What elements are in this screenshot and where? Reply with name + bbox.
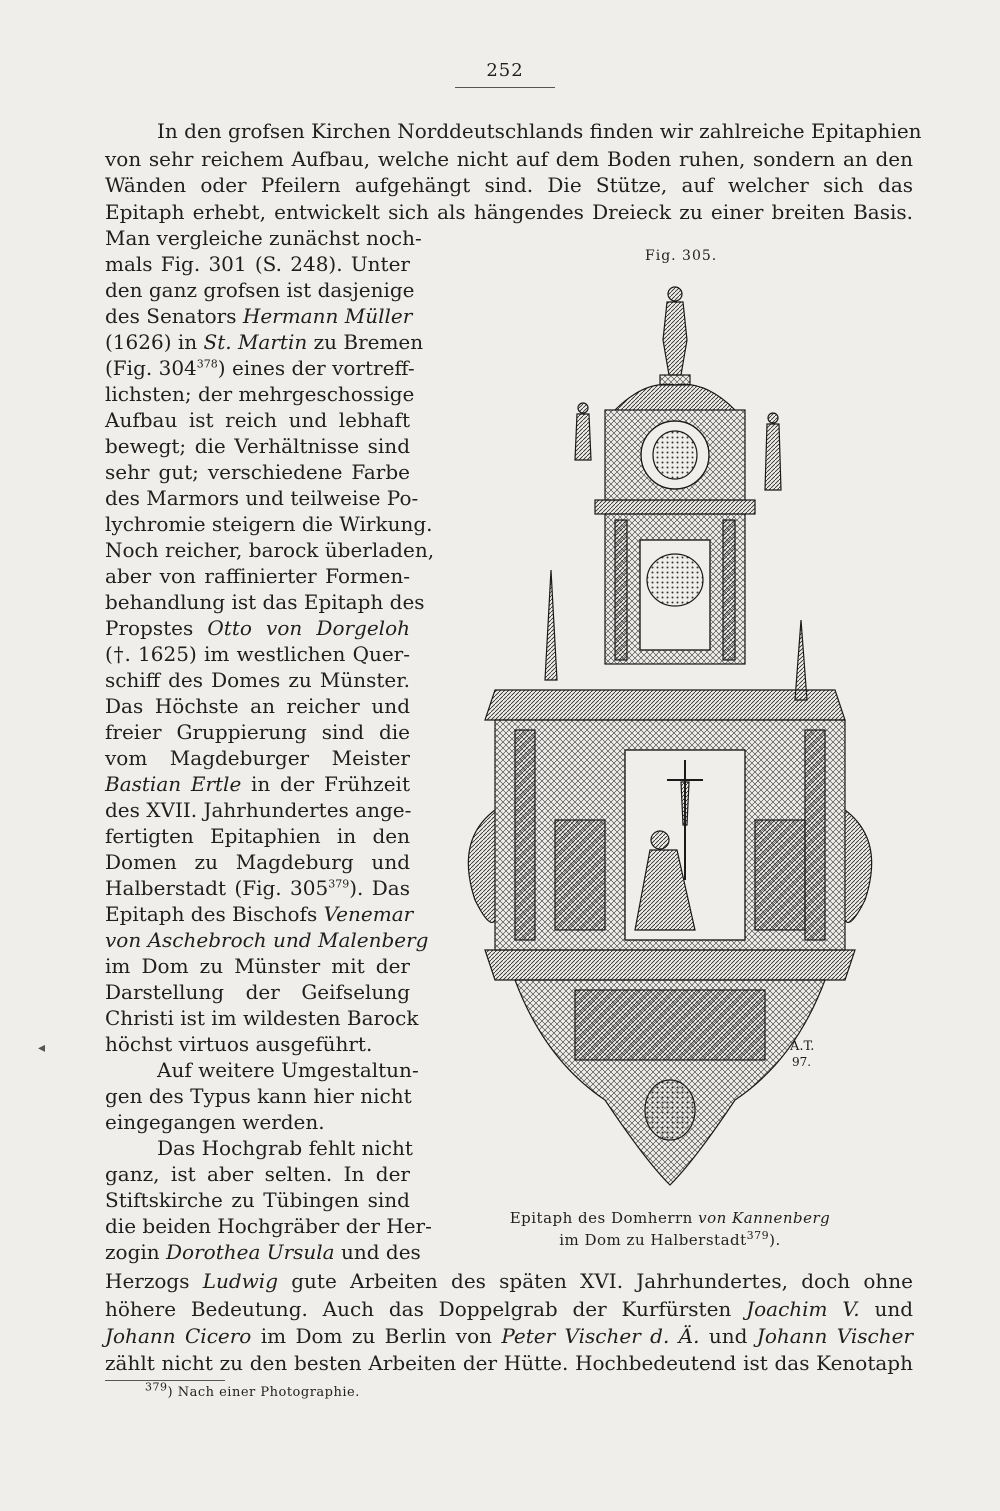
column-line: lychromie steigern die Wirkung. xyxy=(105,512,433,536)
column-line: des XVII. Jahrhundertes ange- xyxy=(105,798,412,822)
caption-line-2 xyxy=(485,1229,855,1251)
figure-caption xyxy=(485,1207,855,1251)
person-name: Otto von Dorgeloh xyxy=(207,616,410,640)
person-name: Bastian Ertle xyxy=(105,772,242,796)
footnote xyxy=(145,1380,360,1400)
side-statue-left xyxy=(575,403,591,460)
text-run: in der Frühzeit xyxy=(241,772,410,796)
text-run: im Dom zu Berlin von xyxy=(251,1324,502,1348)
figure-label: Fig. 305. xyxy=(645,248,718,264)
column-line: sehr gut; verschiedene Farbe xyxy=(105,460,410,484)
text-run: und des xyxy=(334,1240,421,1264)
text-run: Halberstadt (Fig. 305 xyxy=(105,876,329,900)
column-line xyxy=(105,875,410,901)
column-line: Auf weitere Umgestaltun- xyxy=(157,1058,419,1082)
text-run: zu Bremen xyxy=(307,330,424,354)
body-line: zählt nicht zu den besten Arbeiten der Hütte. Hochbedeutend ist das Kenotaph xyxy=(105,1351,913,1375)
person-name: Dorothea Ursula xyxy=(166,1240,335,1264)
body-line xyxy=(105,1296,913,1322)
column-line: eingegangen werden. xyxy=(105,1110,325,1134)
column-line: Das Höchste an reicher und xyxy=(105,694,410,718)
footnote-ref: 379 xyxy=(328,877,350,891)
column-line xyxy=(105,901,414,927)
column-line: vom Magdeburger Meister xyxy=(105,746,410,770)
text-run: gute Arbeiten des späten XVI. Jahrhundertes, doch ohne xyxy=(278,1269,914,1293)
margin-mark: ◂ xyxy=(38,1040,46,1056)
column-line: höchst virtuos ausgeführt. xyxy=(105,1032,373,1056)
column-line xyxy=(105,771,410,797)
body-line xyxy=(105,1323,913,1349)
column-line: Darstellung der Geifselung xyxy=(105,980,410,1004)
intro-line-3: Wänden oder Pfeilern aufgehängt sind. Die Stütze, auf welcher sich das xyxy=(105,173,913,197)
column-line: im Dom zu Münster mit der xyxy=(105,954,410,978)
column-line: Man vergleiche zunächst noch- xyxy=(105,226,422,250)
column-line: gen des Typus kann hier nicht xyxy=(105,1084,412,1108)
column-line: Domen zu Magdeburg und xyxy=(105,850,410,874)
body-line xyxy=(105,1268,913,1294)
column-line xyxy=(105,303,413,329)
column-line: bewegt; die Verhältnisse sind xyxy=(105,434,410,458)
page-number-rule xyxy=(455,87,555,88)
text-run: (1626) in xyxy=(105,330,204,354)
intro-line-4: Epitaph erhebt, entwickelt sich als hängendes Dreieck zu einer breiten Basis. xyxy=(105,200,913,224)
text-run: ). Das xyxy=(349,876,410,900)
column-line: ganz, ist aber selten. In der xyxy=(105,1162,410,1186)
person-name: Johann Vischer xyxy=(756,1324,914,1348)
signature-year: 97. xyxy=(792,1055,812,1069)
caption-line-1 xyxy=(485,1207,855,1229)
column-line: des Marmors und teilweise Po- xyxy=(105,486,419,510)
text-run: ) eines der vortreff- xyxy=(217,356,415,380)
church-name: St. Martin xyxy=(203,330,308,354)
top-statue xyxy=(660,287,690,385)
person-name: Ludwig xyxy=(202,1269,279,1293)
column-line: Noch reicher, barock überladen, xyxy=(105,538,435,562)
column-line: fertigten Epitaphien in den xyxy=(105,824,410,848)
column-line: freier Gruppierung sind die xyxy=(105,720,410,744)
person-name: Hermann Müller xyxy=(242,304,413,328)
person-name: Joachim V. xyxy=(746,1297,860,1321)
column-line: Stiftskirche zu Tübingen sind xyxy=(105,1188,410,1212)
column-line: aber von raffinierter Formen- xyxy=(105,564,410,588)
text-run: und xyxy=(699,1324,757,1348)
side-statue-right xyxy=(765,413,781,490)
footnote-number: 379 xyxy=(145,1380,168,1394)
text-run: des Senators xyxy=(105,304,243,328)
column-line xyxy=(105,329,424,355)
person-name: Johann Cicero xyxy=(105,1324,252,1348)
text-run: Herzogs xyxy=(105,1269,203,1293)
text-run: zogin xyxy=(105,1240,167,1264)
column-line xyxy=(105,355,415,381)
person-name: Venemar xyxy=(323,902,414,926)
column-line: Das Hochgrab fehlt nicht xyxy=(157,1136,413,1160)
intro-line-2: von sehr reichem Aufbau, welche nicht auf dem Boden ruhen, sondern an den xyxy=(105,147,913,171)
person-name: von Aschebroch und Malenberg xyxy=(105,928,429,952)
person-name: Peter Vischer d. Ä. xyxy=(501,1324,700,1348)
text-run: Epitaph des Bischofs xyxy=(105,902,324,926)
person-name: von Kannenberg xyxy=(698,1209,831,1227)
artist-signature: A.T. xyxy=(790,1039,815,1054)
column-line: den ganz grofsen ist dasjenige xyxy=(105,278,415,302)
column-line xyxy=(105,1239,421,1265)
epitaph-engraving xyxy=(455,280,875,1190)
page-number: 252 xyxy=(486,60,524,81)
column-line: (†. 1625) im westlichen Quer- xyxy=(105,642,410,666)
text-run: (Fig. 304 xyxy=(105,356,197,380)
text-run: und xyxy=(859,1297,914,1321)
column-line: lichsten; der mehrgeschossige xyxy=(105,382,415,406)
column-line xyxy=(105,927,429,953)
column-line: schiff des Domes zu Münster. xyxy=(105,668,410,692)
column-line: die beiden Hochgräber der Her- xyxy=(105,1214,432,1238)
text-run: Epitaph des Domherrn xyxy=(509,1209,699,1227)
column-line: behandlung ist das Epitaph des xyxy=(105,590,425,614)
text-run: höhere Bedeutung. Auch das Doppelgrab der Kurfürsten xyxy=(105,1297,747,1321)
column-line xyxy=(105,615,410,641)
text-run: ). xyxy=(769,1231,781,1249)
footnote-ref: 379 xyxy=(746,1229,770,1242)
footnote-ref: 378 xyxy=(196,357,218,371)
intro-line-1: In den grofsen Kirchen Norddeutschlands finden wir zahlreiche Epitaphien xyxy=(157,119,922,143)
column-line: Christi ist im wildesten Barock xyxy=(105,1006,419,1030)
column-line: Aufbau ist reich und lebhaft xyxy=(105,408,410,432)
footnote-text: ) Nach einer Photographie. xyxy=(167,1385,360,1400)
text-run: im Dom zu Halberstadt xyxy=(559,1231,747,1249)
column-line: mals Fig. 301 (S. 248). Unter xyxy=(105,252,410,276)
text-run: Propstes xyxy=(105,616,208,640)
